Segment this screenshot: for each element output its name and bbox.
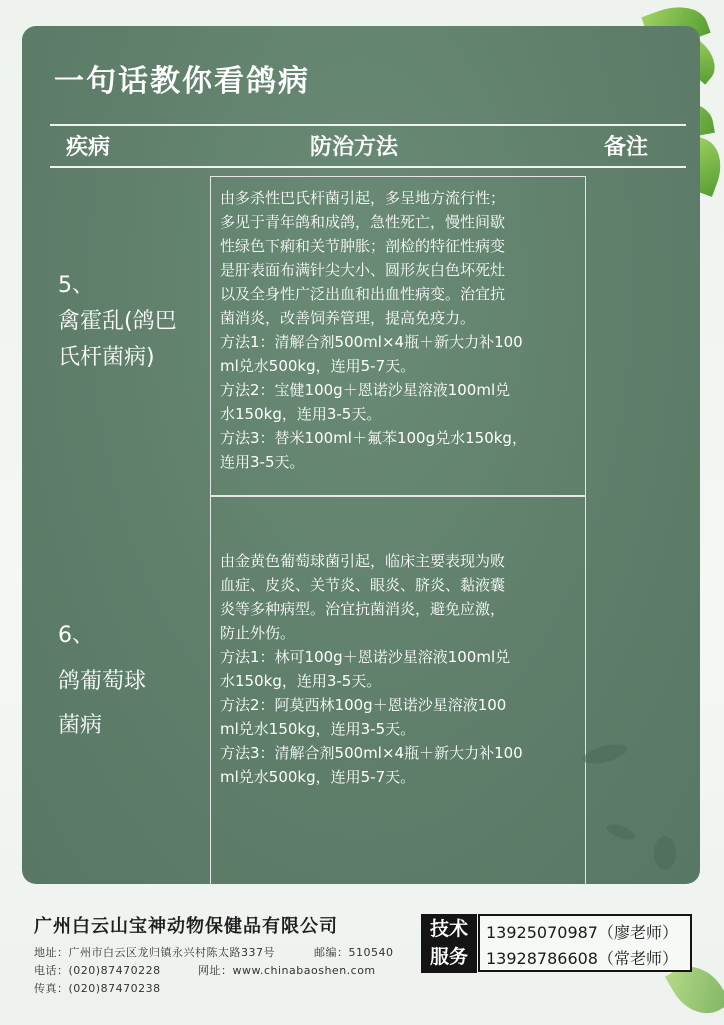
tech-service-label: 技术 服务 — [421, 914, 477, 973]
header-bottom-rule — [50, 166, 686, 168]
bird-silhouette — [605, 821, 637, 843]
phone-line: 电话：(020)87470228 — [34, 964, 161, 977]
company-name: 广州白云山宝神动物保健品有限公司 — [34, 916, 338, 937]
service-phone: 13925070987（廖老师） — [486, 923, 678, 942]
website: 网址：www.chinabaoshen.com — [198, 964, 376, 977]
header-method: 防治方法 — [310, 135, 399, 160]
disease-name: 禽霍乱(鸽巴 氏杆菌病) — [58, 309, 177, 370]
service-phone: 13928786608（常老师） — [486, 949, 678, 968]
disease-number: 5、 — [58, 273, 94, 298]
disease-card — [22, 26, 700, 884]
disease-number: 6、 — [58, 623, 94, 648]
method-text: 由多杀性巴氏杆菌引起，多呈地方流行性； 多见于青年鸽和成鸽，急性死亡，慢性间歇 性绿色下痢和关节肿胀；剖检的特征性病变 是肝表面布满针尖大小、圆形灰白色坏死灶 以及全身性广泛出血和出血性病变。治宜抗 菌消炎，改善饲养管理，提高免疫力。 方法1：清解合剂500ml×4瓶＋新大力补100 ml兑水500kg，连用5-7天。 方法2：宝健100g＋恩诺沙星溶液100ml兑 水150kg，连用3-5天。 方法3：替米100ml＋氟苯100g兑水150kg， 连用3-5天。 — [220, 189, 527, 471]
header-top-rule — [50, 124, 686, 126]
postcode: 邮编：510540 — [314, 946, 394, 959]
address: 地址：广州市白云区龙归镇永兴村陈太路337号 — [34, 946, 275, 959]
footer — [0, 884, 724, 1024]
header-disease: 疾病 — [66, 135, 111, 160]
page-title: 一句话教你看鸽病 — [54, 64, 310, 99]
service-phones — [478, 914, 692, 972]
bird-silhouette — [654, 836, 676, 870]
header-note: 备注 — [604, 135, 649, 160]
bird-silhouette — [581, 740, 630, 767]
method-text: 由金黄色葡萄球菌引起，临床主要表现为败 血症、皮炎、关节炎、眼炎、脐炎、黏液囊 炎等多种病型。治宜抗菌消炎，避免应激， 防止外伤。 方法1：林可100g＋恩诺沙星溶液100ml兑 水150kg，连用3-5天。 方法2：阿莫西林100g＋恩诺沙星溶液100 ml兑水150kg，连用3-5天。 方法3：清解合剂500ml×4瓶＋新大力补100 ml兑水500kg，连用5-7天。 — [220, 552, 523, 786]
fax-line: 传真：(020)87470238 — [34, 982, 161, 995]
disease-name: 鸽葡萄球 菌病 — [58, 669, 147, 738]
